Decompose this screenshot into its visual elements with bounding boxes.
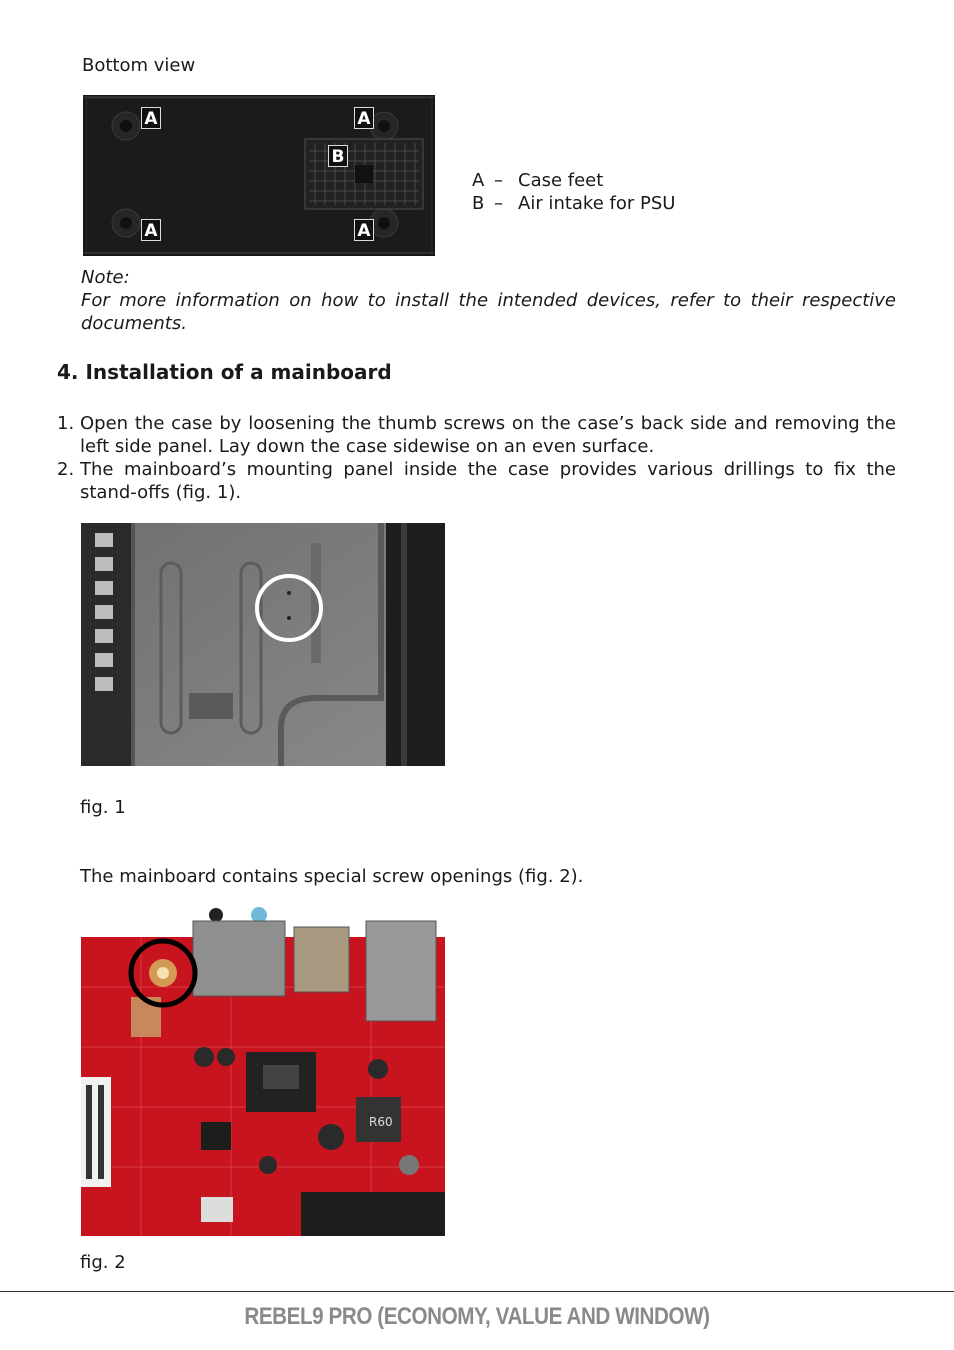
chip-label: R60 bbox=[369, 1115, 393, 1129]
legend-item-case-feet bbox=[472, 169, 603, 192]
legend-key: A bbox=[472, 170, 485, 191]
foot-label-a-top-right: A bbox=[354, 107, 374, 129]
section-number: 4. bbox=[57, 360, 79, 384]
foot-label-a-bottom-right: A bbox=[354, 219, 374, 241]
fig2-caption: fig. 2 bbox=[80, 1252, 126, 1273]
fig2-mainboard-photo bbox=[81, 907, 445, 1236]
step-text: The mainboard’s mounting panel inside the case provides various drillings to fix the stand-offs (fig. 1). bbox=[80, 459, 896, 503]
section-title: Installation of a mainboard bbox=[85, 360, 392, 384]
footer-divider bbox=[0, 1291, 954, 1292]
legend-key: B bbox=[472, 193, 485, 214]
step-number: 2. bbox=[57, 459, 75, 480]
mounting-panel-illustration bbox=[81, 523, 445, 766]
legend-item-air-intake bbox=[472, 192, 675, 215]
section-heading bbox=[57, 360, 392, 385]
screw-openings-text: The mainboard contains special screw openings (fig. 2). bbox=[80, 866, 584, 887]
foot-label-a-bottom-left: A bbox=[141, 219, 161, 241]
mainboard-illustration bbox=[81, 907, 445, 1236]
step-text: Open the case by loosening the thumb screws on the case’s back side and removing the left side panel. Lay down the case sidewise on an even surface. bbox=[80, 413, 896, 457]
legend-dash: – bbox=[494, 170, 503, 191]
note-label: Note: bbox=[81, 267, 130, 288]
bottom-view-title: Bottom view bbox=[82, 55, 196, 76]
legend-desc: Case feet bbox=[518, 170, 604, 191]
foot-label-a-top-left: A bbox=[141, 107, 161, 129]
case-bottom-illustration bbox=[83, 95, 435, 256]
fig1-mounting-panel-photo bbox=[81, 523, 445, 766]
footer-title: REBEL9 PRO (ECONOMY, VALUE AND WINDOW) bbox=[244, 1303, 710, 1330]
legend-dash: – bbox=[494, 193, 503, 214]
case-bottom-photo bbox=[83, 95, 435, 256]
legend-desc: Air intake for PSU bbox=[518, 193, 676, 214]
step-number: 1. bbox=[57, 413, 75, 434]
note-text: For more information on how to install the intended devices, refer to their respective documents. bbox=[81, 290, 896, 334]
intake-label-b: B bbox=[328, 145, 348, 167]
fig1-caption: fig. 1 bbox=[80, 797, 126, 818]
